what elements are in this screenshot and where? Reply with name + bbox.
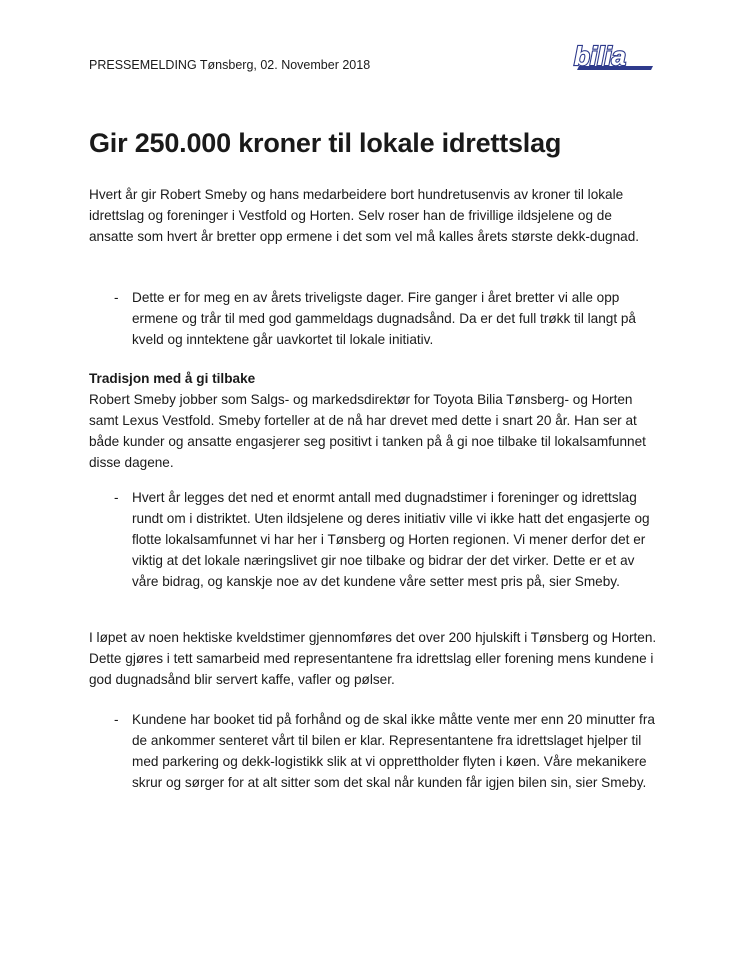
- headline: Gir 250.000 kroner til lokale idrettslag: [89, 128, 562, 158]
- quote-bullet-3: [89, 709, 659, 793]
- quote-bullet-2: [89, 487, 659, 592]
- quote-text: Dette er for meg en av årets triveligste dager. Fire ganger i året bretter vi alle opp ermene og trår til med god gammeldags dugnadsånd. Da er det full trøkk til langt på kveld og inntektene går uavkortet til lokale initiativ.: [132, 290, 636, 347]
- quote-text: Hvert år legges det ned et enormt antall med dugnadstimer i foreninger og idrettslag rundt om i distriktet. Uten ildsjelene og deres initiativ ville vi ikke hatt det engasjerte og flotte lokalsamfunnet vi har her i Tønsberg og Horten regionen. Vi mener derfor det er viktig at det lokale næringslivet gir noe tilbake og bidrar der det virker. Dette er et av våre bidrag, og kanskje noe av det kundene våre setter mest pris på, sier Smeby.: [132, 490, 650, 589]
- event-paragraph: I løpet av noen hektiske kveldstimer gjennomføres det over 200 hjulskift i Tønsberg og Horten. Dette gjøres i tett samarbeid med representantene fra idrettslag eller forening mens kundene i god dugnadsånd blir servert kaffe, vafler og pølser.: [89, 630, 657, 687]
- bullet-dash: -: [114, 490, 119, 505]
- logo-wordmark: bilia: [574, 44, 627, 71]
- section-paragraph: Robert Smeby jobber som Salgs- og markedsdirektør for Toyota Bilia Tønsberg- og Horten samt Lexus Vestfold. Smeby forteller at de nå har drevet med dette i snart 20 år. Han ser at både kunder og ansatte engasjerer seg positivt i tanken på å gi noe tilbake til lokalsamfunnet disse dagene.: [89, 392, 646, 470]
- press-release-dateline: PRESSEMELDING Tønsberg, 02. November 2018: [89, 58, 371, 72]
- bullet-dash: -: [114, 290, 119, 305]
- intro-paragraph: Hvert år gir Robert Smeby og hans medarbeidere bort hundretusenvis av kroner til lokale idrettslag og foreninger i Vestfold og Horten. Selv roser han de frivillige ildsjelene og de ansatte som hvert år bretter opp ermene i det som vel må kalles årets største dekk-dugnad.: [89, 187, 640, 244]
- quote-bullet-1: [89, 287, 659, 350]
- quote-text: Kundene har booket tid på forhånd og de skal ikke måtte vente mer enn 20 minutter fra de ankommer senteret vårt til bilen er klar. Representantene fra idrettslaget hjelper til med parkering og dekk-logistikk slik at vi opprettholder flyten i køen. Våre mekanikere skrur og sørger for at alt sitter som det skal når kunden får igjen bilen sin, sier Smeby.: [132, 712, 655, 790]
- bilia-logo: [571, 44, 657, 74]
- bullet-dash: -: [114, 712, 119, 727]
- section-subheading: Tradisjon med å gi tilbake: [89, 371, 256, 386]
